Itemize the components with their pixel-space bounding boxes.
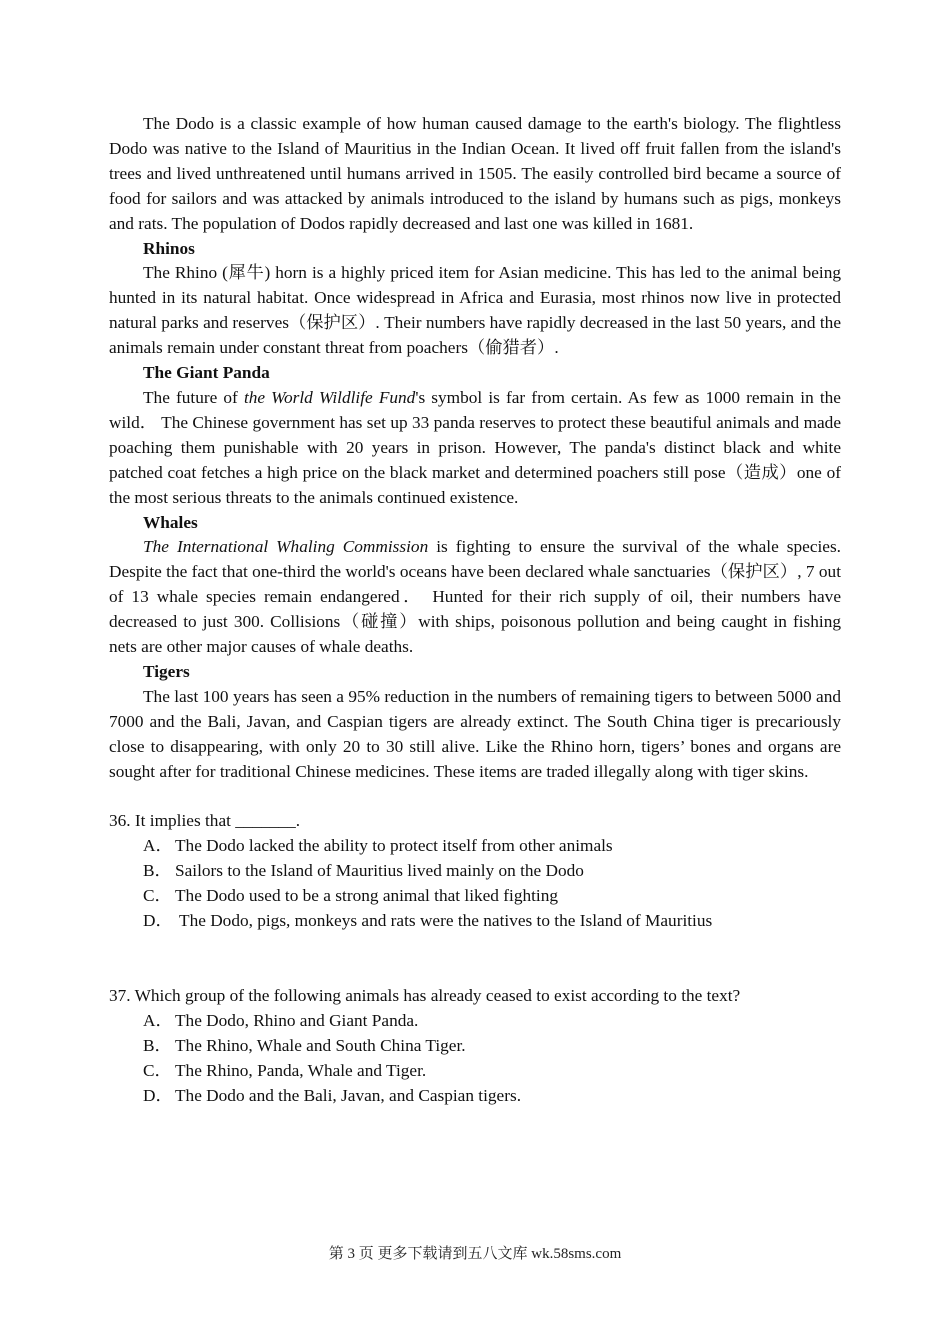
option-letter: B． bbox=[143, 861, 172, 881]
option-letter: B． bbox=[143, 1035, 172, 1055]
question-stem: 36. It implies that _______. bbox=[109, 811, 301, 831]
option-letter: A． bbox=[143, 1010, 173, 1030]
option-b[interactable] bbox=[109, 1034, 841, 1059]
section-heading-giant-panda: The Giant Panda bbox=[143, 363, 270, 383]
spacer bbox=[109, 784, 841, 809]
option-text: The Dodo lacked the ability to protect itself from other animals bbox=[175, 836, 613, 856]
option-d[interactable] bbox=[109, 1084, 841, 1109]
option-a[interactable] bbox=[109, 1009, 841, 1034]
wwf-italic: the World Wildlife Fund bbox=[243, 387, 416, 407]
option-d[interactable] bbox=[109, 909, 841, 934]
section-heading-whales: Whales bbox=[143, 512, 198, 532]
question-36 bbox=[109, 809, 841, 934]
iwc-italic: The International Whaling Commission bbox=[143, 537, 429, 557]
option-text: The Rhino, Whale and South China Tiger. bbox=[175, 1035, 466, 1055]
option-text: The Rhino, Panda, Whale and Tiger. bbox=[175, 1060, 427, 1080]
section-paragraph-giant-panda bbox=[109, 386, 841, 511]
whales-text-post: is fighting to ensure the survival of the whale species. Despite the fact that one-third the world's oceans have been declared whale sanctuaries（保护区）, 7 out of 13 whale species remain endangered． Hunted for their rich supply of oil, their numbers have decreased to just 300. Collisions（碰撞）with ships, poisonous pollution and being caught in fishing nets are other major causes of whale deaths. bbox=[109, 537, 842, 657]
option-b[interactable] bbox=[109, 859, 841, 884]
section-paragraph-rhinos: The Rhino (犀牛) horn is a highly priced item for Asian medicine. This has led to the animal being hunted in its natural habitat. Once widespread in Africa and Eurasia, most rhinos now live in protected natural parks and reserves（保护区）. Their numbers have rapidly decreased in the last 50 years, and the animals remain under constant threat from poachers（偷猎者）. bbox=[109, 263, 841, 358]
option-text: The Dodo, pigs, monkeys and rats were the natives to the Island of Mauritius bbox=[175, 911, 713, 931]
option-letter: C． bbox=[143, 886, 172, 906]
question-37 bbox=[109, 984, 841, 1109]
spacer bbox=[109, 934, 841, 984]
option-letter: C． bbox=[143, 1060, 172, 1080]
option-text: Sailors to the Island of Mauritius lived mainly on the Dodo bbox=[175, 861, 584, 881]
option-letter: A． bbox=[143, 836, 173, 856]
section-paragraph-whales bbox=[109, 535, 841, 660]
option-a[interactable] bbox=[109, 834, 841, 859]
option-c[interactable] bbox=[109, 1059, 841, 1084]
section-heading-tigers: Tigers bbox=[143, 661, 190, 681]
question-stem: 37. Which group of the following animals has already ceased to exist according to the text? bbox=[109, 986, 741, 1005]
section-heading-rhinos: Rhinos bbox=[143, 238, 195, 258]
option-text: The Dodo used to be a strong animal that liked fighting bbox=[175, 886, 558, 906]
option-letter: D． bbox=[143, 911, 173, 931]
document-page bbox=[109, 112, 841, 1109]
intro-paragraph: The Dodo is a classic example of how human caused damage to the earth's biology. The flightless Dodo was native to the Island of Mauritius in the Indian Ocean. It lived off fruit fallen from the island's trees and lived unthreatened until humans arrived in 1505. The easily controlled bird became a source of food for sailors and was attacked by animals introduced to the island by humans such as pigs, monkeys and rats. The population of Dodos rapidly decreased and last one was killed in 1681. bbox=[109, 114, 841, 233]
panda-text-post: 's symbol is far from certain. As few as 1000 remain in the wild． The Chinese government has set up 33 panda reserves to protect these beautiful animals and made poaching them punishable with 20 years in prison. However, The panda's distinct black and white patched coat fetches a high price on the black market and determined poachers still pose（造成）one of the most serious threats to the animals continued existence. bbox=[109, 387, 841, 507]
option-text: The Dodo and the Bali, Javan, and Caspian tigers. bbox=[175, 1085, 522, 1105]
option-letter: D． bbox=[143, 1085, 173, 1105]
option-text: The Dodo, Rhino and Giant Panda. bbox=[175, 1010, 419, 1030]
page-footer: 第 3 页 更多下载请到五八文库 wk.58sms.com bbox=[328, 1246, 622, 1262]
panda-text-pre: The future of bbox=[143, 387, 244, 407]
option-c[interactable] bbox=[109, 884, 841, 909]
section-paragraph-tigers: The last 100 years has seen a 95% reduction in the numbers of remaining tigers to between 5000 and 7000 and the Bali, Javan, and Caspian tigers are already extinct. The South China tiger is precariously close to disappearing, with only 20 to 30 still alive. Like the Rhino horn, tigers’ bones and organs are sought after for traditional Chinese medicines. These items are traded illegally along with tiger skins. bbox=[109, 686, 841, 781]
